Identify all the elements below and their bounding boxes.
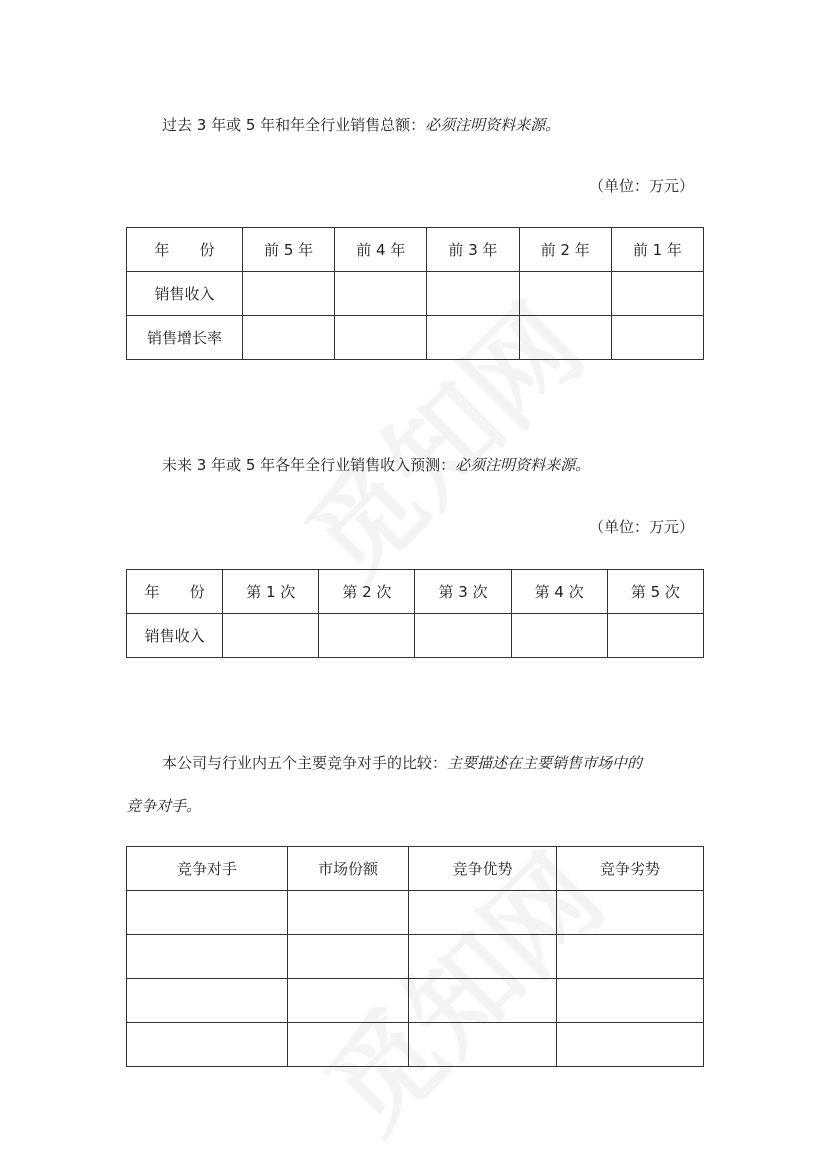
header-cell: 第 2 次 xyxy=(319,570,415,614)
row-label: 销售收入 xyxy=(127,272,243,316)
section2-unit: （单位：万元） xyxy=(588,518,694,536)
section2-intro-text: 未来 3 年或 5 年各年全行业销售收入预测： xyxy=(162,456,456,474)
header-cell: 前 2 年 xyxy=(519,228,611,272)
table-cell[interactable] xyxy=(519,272,611,316)
table-cell[interactable] xyxy=(409,935,557,979)
table-header-row xyxy=(127,228,704,272)
header-cell: 竞争对手 xyxy=(127,847,288,891)
table-cell[interactable] xyxy=(335,272,427,316)
table-cell[interactable] xyxy=(409,891,557,935)
industry-sales-forecast-table xyxy=(126,569,704,658)
table-cell[interactable] xyxy=(427,272,519,316)
table-cell[interactable] xyxy=(557,935,704,979)
table-header-row xyxy=(127,570,704,614)
table-cell[interactable] xyxy=(243,272,335,316)
table-cell[interactable] xyxy=(127,935,288,979)
section2-intro xyxy=(162,455,590,475)
table-cell[interactable] xyxy=(557,979,704,1023)
section1-intro-text: 过去 3 年或 5 年和年全行业销售总额： xyxy=(162,116,426,134)
table-cell[interactable] xyxy=(335,316,427,360)
table-cell[interactable] xyxy=(288,979,409,1023)
competitor-comparison-table xyxy=(126,846,704,1067)
table-cell[interactable] xyxy=(127,979,288,1023)
header-cell: 前 4 年 xyxy=(335,228,427,272)
header-cell: 市场份额 xyxy=(288,847,409,891)
table-header-row xyxy=(127,847,704,891)
table-cell[interactable] xyxy=(607,614,703,658)
header-cell: 竞争劣势 xyxy=(557,847,704,891)
section2-note: 必须注明资料来源。 xyxy=(455,456,591,474)
row-label: 销售增长率 xyxy=(127,316,243,360)
table-cell[interactable] xyxy=(223,614,319,658)
header-cell: 年 份 xyxy=(127,570,223,614)
header-cell: 第 5 次 xyxy=(607,570,703,614)
table-cell[interactable] xyxy=(243,316,335,360)
table-cell[interactable] xyxy=(409,1023,557,1067)
header-cell: 第 1 次 xyxy=(223,570,319,614)
table-cell[interactable] xyxy=(288,1023,409,1067)
table-cell[interactable] xyxy=(611,316,703,360)
table-row xyxy=(127,272,704,316)
table-cell[interactable] xyxy=(319,614,415,658)
header-cell: 第 3 次 xyxy=(415,570,511,614)
table-cell[interactable] xyxy=(127,1023,288,1067)
header-cell: 年 份 xyxy=(127,228,243,272)
industry-sales-history-table xyxy=(126,227,704,360)
section1-intro xyxy=(162,115,560,135)
row-label: 销售收入 xyxy=(127,614,223,658)
section1-note: 必须注明资料来源。 xyxy=(425,116,561,134)
section1-unit: （单位：万元） xyxy=(588,177,694,195)
header-cell: 前 1 年 xyxy=(611,228,703,272)
section3-intro-cont xyxy=(126,796,201,816)
table-cell[interactable] xyxy=(409,979,557,1023)
table-row xyxy=(127,891,704,935)
table-row xyxy=(127,979,704,1023)
header-cell: 前 5 年 xyxy=(243,228,335,272)
section3-note: 主要描述在主要销售市场中的 xyxy=(447,754,643,772)
table-cell[interactable] xyxy=(611,272,703,316)
table-cell[interactable] xyxy=(415,614,511,658)
section3-note-cont: 竞争对手。 xyxy=(126,797,202,815)
table-cell[interactable] xyxy=(427,316,519,360)
table-cell[interactable] xyxy=(127,891,288,935)
header-cell: 竞争优势 xyxy=(409,847,557,891)
table-cell[interactable] xyxy=(557,1023,704,1067)
header-cell: 第 4 次 xyxy=(511,570,607,614)
table-cell[interactable] xyxy=(511,614,607,658)
section3-intro xyxy=(162,753,642,773)
table-cell[interactable] xyxy=(288,891,409,935)
table-cell[interactable] xyxy=(557,891,704,935)
table-cell[interactable] xyxy=(519,316,611,360)
table-row xyxy=(127,1023,704,1067)
table-row xyxy=(127,935,704,979)
section3-intro-text: 本公司与行业内五个主要竞争对手的比较： xyxy=(162,754,448,772)
table-cell[interactable] xyxy=(288,935,409,979)
table-row xyxy=(127,316,704,360)
header-cell: 前 3 年 xyxy=(427,228,519,272)
table-row xyxy=(127,614,704,658)
